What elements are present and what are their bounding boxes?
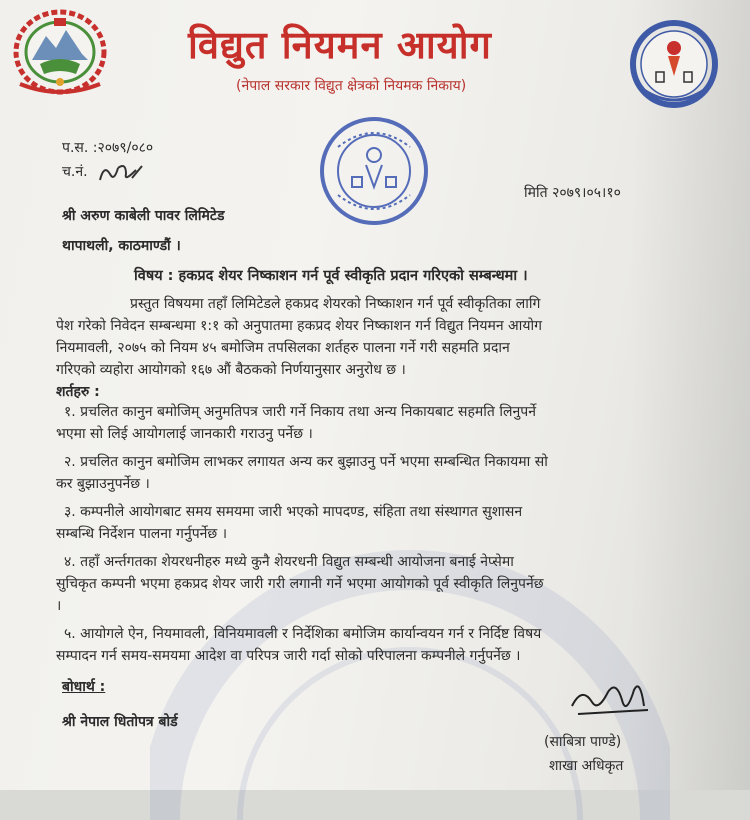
erc-logo-icon xyxy=(630,20,718,108)
conditions-heading: शर्तहरु : xyxy=(56,384,100,400)
body-paragraph xyxy=(56,293,646,381)
condition-item: २. प्रचलित कानुन बमोजिम लाभकर लगायत अन्य कर बुझाउनु पर्ने भएमा सम्बन्धित निकायमा सो कर बुझाउनुपर्नेछ । xyxy=(56,454,548,492)
conditions-list xyxy=(56,401,656,667)
cc-label: बोधार्थ : xyxy=(62,679,106,695)
dispatch-number xyxy=(62,162,88,181)
recipient-name: श्री अरुण काबेली पावर लिमिटेड xyxy=(62,208,225,224)
body-line: गरिएको व्यहोरा आयोगको १६७ औं बैठकको निर्णयानुसार अनुरोध छ । xyxy=(56,362,406,378)
signature-icon xyxy=(568,676,654,728)
condition-item: ५. आयोगले ऐन, नियमावली, विनियमावली र निर्देशिका बमोजिम कार्यान्वयन गर्न र निर्दिष्ट विषय सम्पादन गर्न समय-समयमा आदेश वा परिपत्र जारी गर्दा सोको परिपालना कम्पनीले गर्नुपर्नेछ । xyxy=(56,626,542,664)
handwritten-number xyxy=(96,160,146,186)
ps-label: प.स. xyxy=(62,140,89,156)
chn-label: च.नं. xyxy=(62,164,88,180)
body-line: प्रस्तुत विषयमा तहाँ लिमिटेडले हकप्रद शेयरको निष्काशन गर्न पूर्व स्वीकृतिका लागि xyxy=(130,296,541,312)
date-label: मिति xyxy=(524,185,548,201)
nepal-emblem-icon xyxy=(10,4,110,99)
condition-item: ३. कम्पनीले आयोगबाट समय समयमा जारी भएको मापदण्ड, संहिता तथा संस्थागत सुशासन सम्बन्धि निर्देशन पालना गर्नुपर्नेछ । xyxy=(56,504,523,542)
cc-recipient: श्री नेपाल धितोपत्र बोर्ड xyxy=(62,714,178,730)
organization-name: विद्युत नियमन आयोग xyxy=(188,22,492,67)
date-value: २०७९।०५।१० xyxy=(552,185,621,201)
ps-value: :२०७९/०८० xyxy=(92,140,154,156)
letter-date xyxy=(524,183,621,202)
signatory-name: (साबित्रा पाण्डे) xyxy=(544,734,622,750)
body-line: नियमावली, २०७५ को नियम ४५ बमोजिम तपसिलका शर्तहरु पालना गर्ने गरी सहमति प्रदान xyxy=(56,340,510,356)
condition-item: १. प्रचलित कानुन बमोजिम् अनुमतिपत्र जारी गर्ने निकाय तथा अन्य निकायबाट सहमति लिनुपर्ने भएमा सो लिई आयोगलाई जानकारी गराउनु पर्नेछ । xyxy=(56,404,536,442)
signatory-title: शाखा अधिकृत xyxy=(549,758,624,774)
organization-subtitle: (नेपाल सरकार विद्युत क्षेत्रको नियमक निकाय) xyxy=(236,78,467,94)
body-line: पेश गरेको निवेदन सम्बन्धमा १:१ को अनुपातमा हकप्रद शेयर निष्काशन गर्न विद्युत नियमन आयोग xyxy=(56,318,542,334)
recipient-address: थापाथली, काठमाण्डौं । xyxy=(62,238,181,254)
office-seal-icon xyxy=(318,115,430,227)
reference-number xyxy=(62,138,153,157)
letter-subject: विषय : हकप्रद शेयर निष्काशन गर्न पूर्व स्वीकृति प्रदान गरिएको सम्बन्धमा । xyxy=(134,268,528,284)
condition-item: ४. तहाँ अर्न्तगतका शेयरधनीहरु मध्ये कुनै शेयरधनी विद्युत सम्बन्धी आयोजना बनाई नेप्सेमा सुचिकृत कम्पनी भएमा हकप्रद शेयर जारी गरी लगानी गर्ने भएमा आयोगको पूर्व स्वीकृति लिनुपर्नेछ । xyxy=(56,554,544,614)
